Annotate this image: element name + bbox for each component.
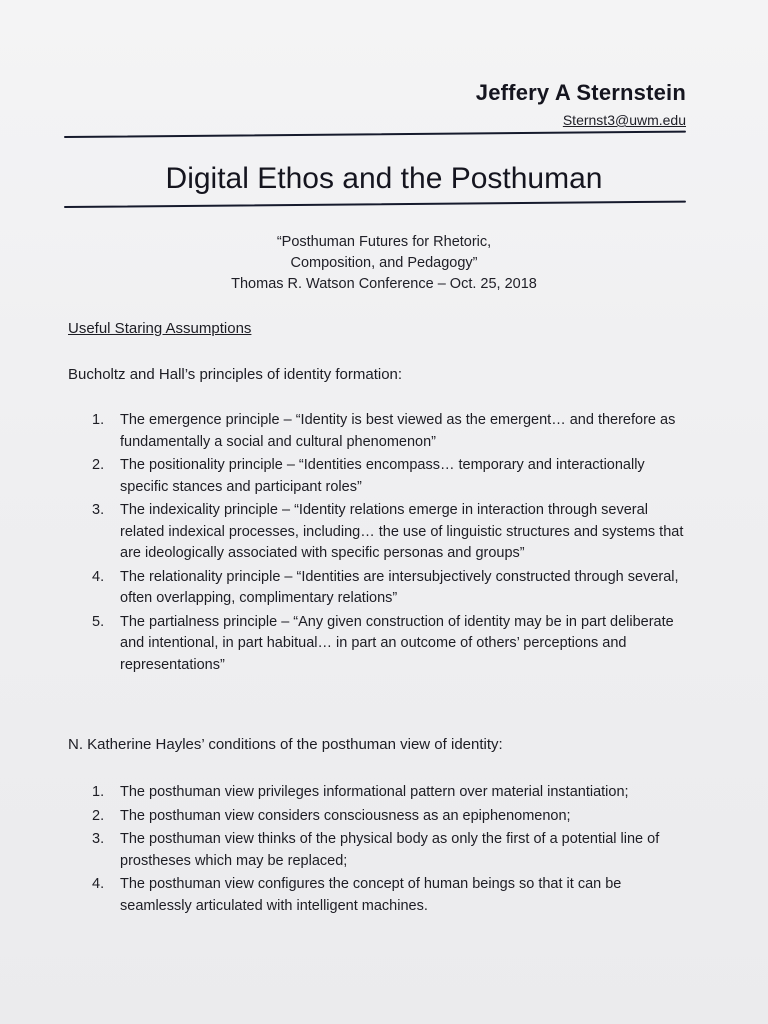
hayles-intro: N. Katherine Hayles’ conditions of the posthuman view of identity:	[68, 736, 503, 753]
bucholtz-list	[92, 410, 692, 678]
list-text: The posthuman view configures the concept of human beings so that it can be seamlessly articulated with intelligent machines.	[120, 876, 622, 914]
list-text: The posthuman view considers consciousness as an epiphenomenon;	[120, 807, 571, 824]
list-number: 3.	[92, 502, 105, 518]
section-heading: Useful Staring Assumptions	[68, 320, 252, 337]
list-item	[92, 500, 692, 565]
list-item	[92, 806, 692, 828]
document-title: Digital Ethos and the Posthuman	[165, 162, 603, 195]
list-number: 2.	[92, 807, 105, 824]
list-text: The posthuman view privileges informational pattern over material instantiation;	[120, 784, 629, 800]
list-number: 4.	[92, 876, 105, 892]
list-item	[92, 455, 692, 498]
author-name: Jeffery A Sternstein	[475, 80, 686, 105]
conference-subtitle	[0, 232, 768, 295]
bottom-rule	[64, 201, 686, 208]
list-number: 1.	[92, 784, 105, 800]
subtitle-line-3: Thomas R. Watson Conference – Oct. 25, 2018	[231, 276, 537, 292]
list-item	[92, 782, 692, 804]
list-text: The positionality principle – “Identities encompass… temporary and interactionally specific stances and participant roles”	[120, 457, 645, 495]
list-text: The posthuman view thinks of the physical body as only the first of a potential line of prostheses which may be replaced;	[120, 831, 660, 869]
top-rule	[64, 131, 686, 138]
subtitle-line-2: Composition, and Pedagogy”	[290, 255, 478, 271]
list-item	[92, 567, 692, 610]
list-number: 5.	[92, 613, 105, 630]
subtitle-line-1: “Posthuman Futures for Rhetoric,	[276, 234, 492, 250]
list-number: 1.	[92, 412, 105, 428]
author-email: Sternst3@uwm.edu	[562, 112, 686, 128]
list-number: 3.	[92, 831, 105, 847]
list-item	[92, 612, 692, 677]
list-item	[92, 829, 692, 872]
list-text: The indexicality principle – “Identity relations emerge in interaction through several related indexical processes, including… the use of linguistic structures and systems that are ideologically associated with specific personas and groups”	[120, 502, 684, 561]
list-number: 4.	[92, 568, 105, 585]
list-text: The emergence principle – “Identity is best viewed as the emergent… and therefore as fundamentally a social and cultural phenomenon”	[120, 412, 676, 450]
list-item	[92, 410, 692, 453]
bucholtz-intro: Bucholtz and Hall’s principles of identity formation:	[68, 366, 403, 383]
list-text: The relationality principle – “Identities are intersubjectively constructed through several, often overlapping, complimentary relations”	[120, 568, 679, 606]
list-text: The partialness principle – “Any given construction of identity may be in part deliberate and intentional, in part habitual… in part an outcome of others’ perceptions and representations”	[120, 613, 674, 673]
list-item	[92, 874, 692, 917]
list-number: 2.	[92, 457, 105, 473]
hayles-list	[92, 782, 692, 919]
